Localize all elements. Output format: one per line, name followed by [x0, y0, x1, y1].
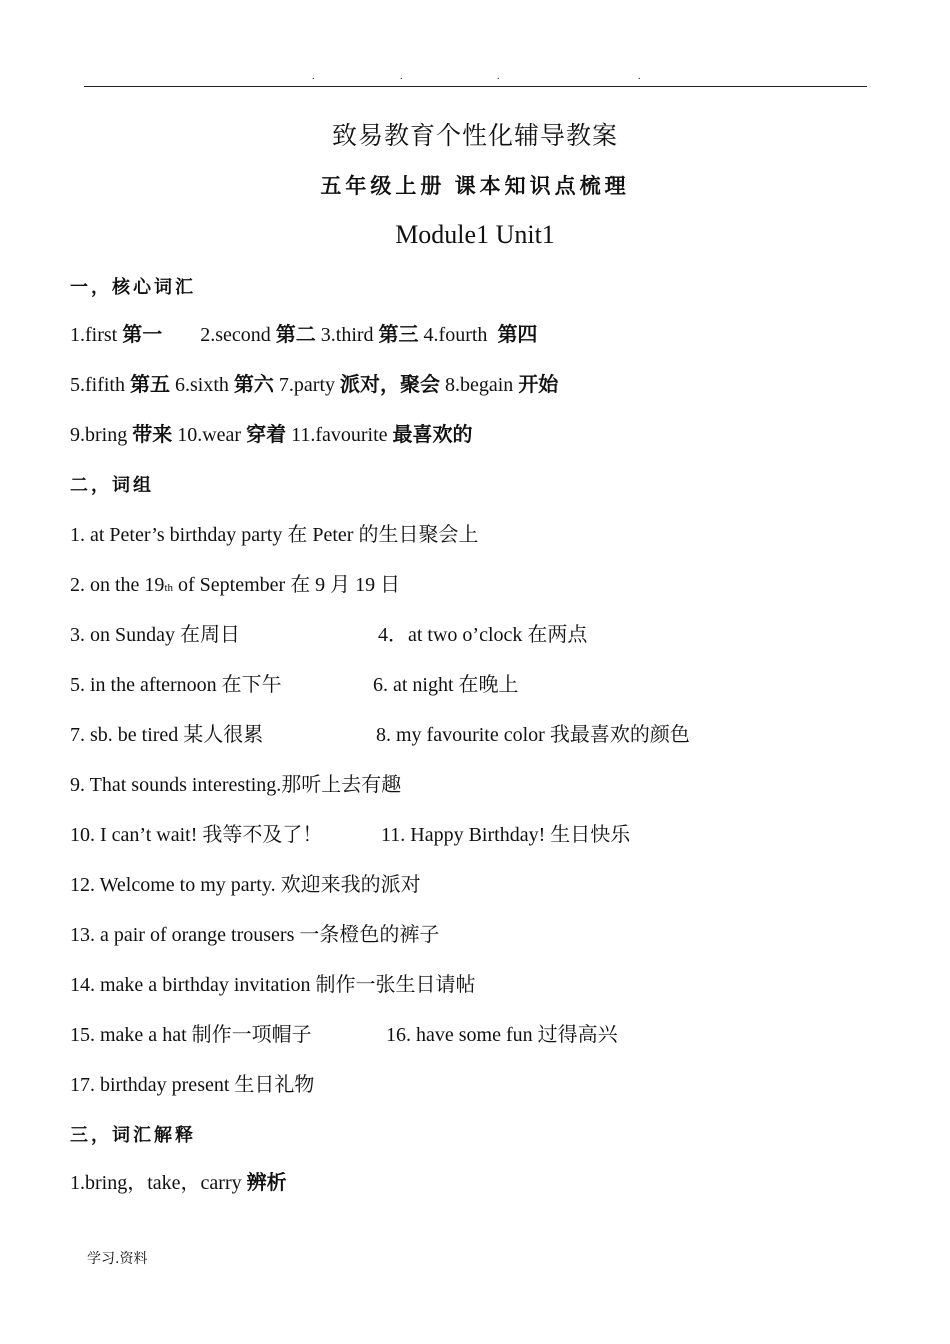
- ordinal-suffix: th: [164, 582, 173, 594]
- phrase-item: 10. I can’t wait! 我等不及了！: [70, 824, 323, 846]
- phrase-item: 16. have some fun 过得高兴: [386, 1024, 618, 1046]
- vocab-word: 11.favourite: [291, 424, 388, 446]
- page-footer: 学习.资料: [87, 1251, 148, 1267]
- vocab-word: 5.fifith: [70, 374, 125, 396]
- header-dot: .: [312, 71, 315, 82]
- vocab-word: 1.first: [70, 324, 118, 346]
- vocab-meaning: 第二: [275, 324, 316, 346]
- phrase-item: 9. That sounds interesting.那听上去有趣: [70, 774, 402, 796]
- phrase-item: 15. make a hat 制作一项帽子: [70, 1024, 312, 1046]
- section-heading-phrases: 二，词组: [70, 475, 154, 495]
- vocab-word: 8.begain: [445, 374, 514, 396]
- document-title: 致易教育个性化辅导教案: [331, 123, 618, 150]
- module-heading: Module1 Unit1: [395, 220, 555, 249]
- phrase-item: 8. my favourite color 我最喜欢的颜色: [376, 724, 690, 746]
- phrase-item: 6. at night 在晚上: [373, 674, 519, 696]
- vocab-meaning: 第五: [130, 374, 170, 396]
- phrase-item: 12. Welcome to my party. 欢迎来我的派对: [70, 874, 421, 896]
- header-dot: .: [400, 71, 403, 82]
- section-heading-vocabulary-explanation: 三，词汇解释: [70, 1125, 196, 1145]
- phrase-item: 17. birthday present 生日礼物: [70, 1074, 315, 1096]
- phrase-item: 7. sb. be tired 某人很累: [70, 724, 264, 746]
- header-dot: .: [497, 71, 500, 82]
- phrase-item: 3. on Sunday 在周日: [70, 624, 240, 646]
- phrase-text: 2. on the 19: [70, 574, 165, 596]
- phrase-item: [70, 570, 400, 600]
- vocab-meaning: 第一: [122, 324, 163, 346]
- vocab-word: 4.fourth: [423, 324, 488, 346]
- document-subtitle: 五年级上册 课本知识点梳理: [320, 174, 630, 198]
- header-dots: [0, 72, 950, 84]
- vocab-word: 9.bring: [70, 424, 128, 446]
- vocab-row-1: [70, 320, 537, 350]
- vocab-word: 10.wear: [177, 424, 242, 446]
- vocab-meaning: 穿着: [246, 424, 287, 446]
- phrase-text: of September 在 9 月 19 日: [173, 574, 401, 596]
- vocab-meaning: 开始: [518, 374, 559, 396]
- phrase-item: 14. make a birthday invitation 制作一张生日请帖: [70, 974, 476, 996]
- section-heading-core-vocabulary: 一，核心词汇: [70, 277, 196, 297]
- phrase-item: 1. at Peter’s birthday party 在 Peter 的生日聚会上: [70, 524, 479, 546]
- vocab-row-3: [70, 420, 473, 450]
- header-rule: [84, 86, 867, 87]
- explanation-label: 辨析: [246, 1172, 287, 1194]
- phrase-item: 5. in the afternoon 在下午: [70, 674, 282, 696]
- explanation-text: 1.bring，take，carry: [70, 1172, 242, 1194]
- vocab-meaning: 第三: [378, 324, 419, 346]
- vocab-row-2: [70, 370, 558, 400]
- vocab-meaning: 最喜欢的: [392, 424, 473, 446]
- vocab-word: 7.party: [278, 374, 335, 396]
- vocab-meaning: 第四: [497, 324, 538, 346]
- vocab-word: 3.third: [320, 324, 374, 346]
- phrase-item: 13. a pair of orange trousers 一条橙色的裤子: [70, 924, 440, 946]
- vocab-meaning: 派对，聚会: [340, 374, 440, 396]
- vocab-word: 2.second: [200, 324, 271, 346]
- header-dot: .: [638, 71, 641, 82]
- vocab-meaning: 带来: [132, 424, 173, 446]
- explanation-item: [70, 1168, 287, 1198]
- phrase-item: 11. Happy Birthday! 生日快乐: [381, 824, 631, 846]
- vocab-word: 6.sixth: [175, 374, 229, 396]
- phrase-item: 4．at two o’clock 在两点: [378, 624, 588, 646]
- vocab-meaning: 第六: [233, 374, 274, 396]
